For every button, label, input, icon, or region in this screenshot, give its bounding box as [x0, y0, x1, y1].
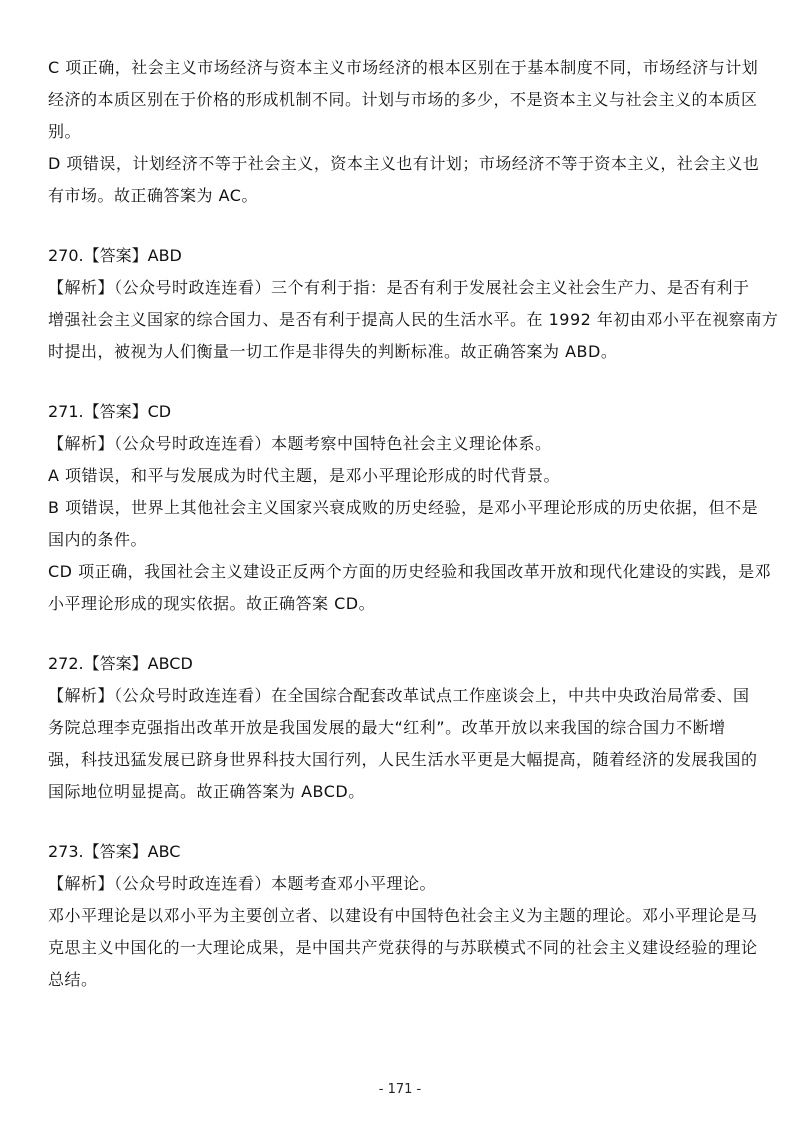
- text-line: A 项错误，和平与发展成为时代主题，是邓小平理论形成的时代背景。: [48, 466, 561, 485]
- text-line: 强，科技迅猛发展已跻身世界科技大国行列，人民生活水平更是大幅提高，随着经济的发展我国的: [48, 750, 758, 769]
- spacer: [48, 620, 758, 648]
- paragraph-271-option-a: [48, 460, 758, 492]
- spacer: [48, 212, 758, 240]
- text-line: 【解析】（公众号时政连连看）本题考查邓小平理论。: [48, 874, 437, 893]
- text-line: 邓小平理论是以邓小平为主要创立者、以建设有中国特色社会主义为主题的理论。邓小平理论是马: [48, 906, 758, 925]
- text-line: 【解析】（公众号时政连连看）在全国综合配套改革试点工作座谈会上，中共中央政治局常委、国: [48, 686, 750, 705]
- analysis-270: [48, 272, 779, 368]
- answer-heading-273: 273.【答案】ABC: [48, 842, 181, 861]
- text-line: 【解析】（公众号时政连连看）三个有利于指：是否有利于发展社会主义社会生产力、是否有利于: [48, 278, 750, 297]
- text-line: D 项错误，计划经济不等于社会主义，资本主义也有计划；市场经济不等于资本主义，社会主义也: [48, 154, 760, 173]
- spacer: [48, 808, 758, 836]
- text-line: 时提出，被视为人们衡量一切工作是非得失的判断标准。故正确答案为 ABD。: [48, 342, 618, 361]
- spacer: [48, 368, 758, 396]
- text-line: 总结。: [48, 970, 98, 989]
- paragraph-option-c: [48, 52, 758, 148]
- text-line: 小平理论形成的现实依据。故正确答案 CD。: [48, 594, 376, 613]
- text-line: CD 项正确，我国社会主义建设正反两个方面的历史经验和我国改革开放和现代化建设的实践，是邓: [48, 562, 772, 581]
- text-line: 务院总理李克强指出改革开放是我国发展的最大“红利”。改革开放以来我国的综合国力不断增: [48, 718, 726, 737]
- text-line: 别。: [48, 122, 82, 141]
- answer-heading-272: 272.【答案】ABCD: [48, 654, 193, 673]
- answer-heading-270: 270.【答案】ABD: [48, 246, 182, 265]
- analysis-271: [48, 428, 758, 460]
- analysis-272: [48, 680, 758, 808]
- paragraph-273-body: [48, 900, 758, 996]
- text-line: 有市场。故正确答案为 AC。: [48, 186, 258, 205]
- paragraph-271-option-b: [48, 492, 758, 556]
- text-line: 经济的本质区别在于价格的形成机制不同。计划与市场的多少，不是资本主义与社会主义的本质区: [48, 90, 758, 109]
- text-line: B 项错误，世界上其他社会主义国家兴衰成败的历史经验，是邓小平理论形成的历史依据，但不是: [48, 498, 759, 517]
- document-page: [48, 52, 779, 996]
- text-line: C 项正确，社会主义市场经济与资本主义市场经济的根本区别在于基本制度不同，市场经济与计划: [48, 58, 759, 77]
- text-line: 克思主义中国化的一大理论成果，是中国共产党获得的与苏联模式不同的社会主义建设经验的理论: [48, 938, 758, 957]
- page-number: - 171 -: [378, 1082, 422, 1097]
- paragraph-option-d: [48, 148, 758, 212]
- paragraph-271-option-cd: [48, 556, 772, 620]
- text-line: 增强社会主义国家的综合国力、是否有利于提高人民的生活水平。在 1992 年初由邓小平在视察南方: [48, 310, 779, 329]
- text-line: 国内的条件。: [48, 530, 148, 549]
- analysis-273: [48, 868, 758, 900]
- text-line: 国际地位明显提高。故正确答案为 ABCD。: [48, 782, 365, 801]
- answer-heading-271: 271.【答案】CD: [48, 402, 172, 421]
- text-line: 【解析】（公众号时政连连看）本题考察中国特色社会主义理论体系。: [48, 434, 552, 453]
